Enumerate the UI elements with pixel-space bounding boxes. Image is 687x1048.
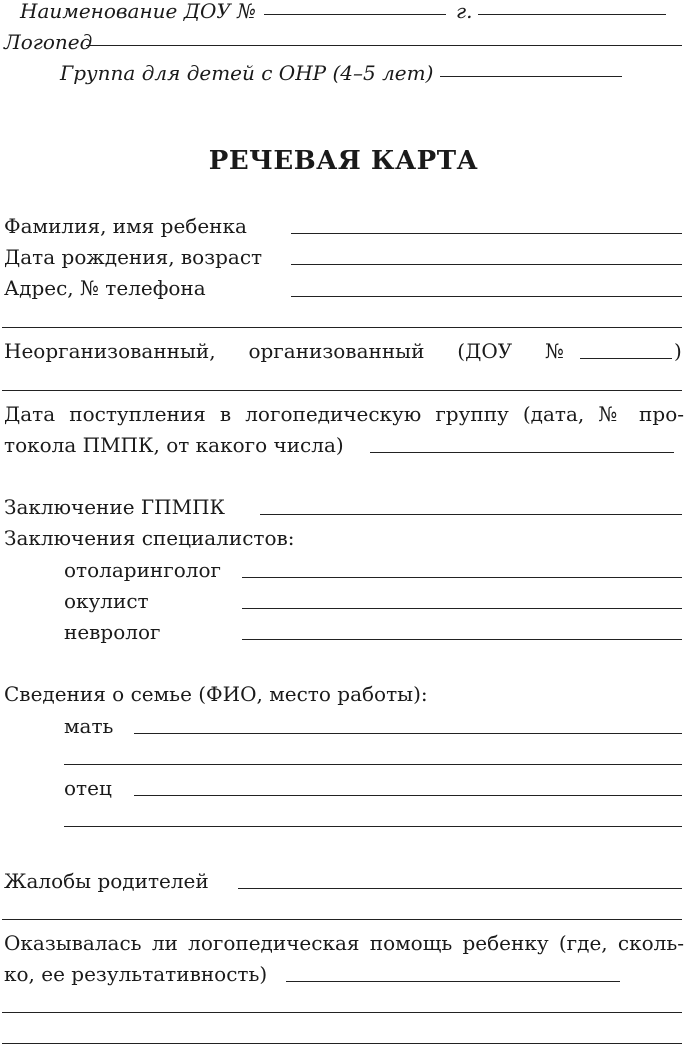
group-label: Группа для детей с ОНР (4–5 лет)	[60, 61, 434, 85]
group-line[interactable]	[440, 76, 622, 77]
speech-help-extra-line-2[interactable]	[2, 1043, 682, 1044]
organized-label: Неорганизованный, организованный (ДОУ №	[4, 339, 564, 363]
admission-label-line2: токола ПМПК, от какого числа)	[4, 433, 344, 457]
address-phone-label: Адрес, № телефона	[4, 276, 206, 300]
father-extra-line[interactable]	[64, 826, 682, 827]
dou-number-line[interactable]	[580, 358, 672, 359]
family-info-label: Сведения о семье (ФИО, место работы):	[4, 682, 428, 706]
address-phone-line[interactable]	[291, 296, 682, 297]
mother-line[interactable]	[134, 733, 682, 734]
admission-label-line1: Дата поступления в логопедическую группу (дата, № про-	[4, 402, 684, 426]
page-title: РЕЧЕВАЯ КАРТА	[208, 146, 479, 176]
mother-extra-line[interactable]	[64, 764, 682, 765]
address-extra-line[interactable]	[2, 327, 682, 328]
parents-complaints-extra-line[interactable]	[2, 919, 682, 920]
speech-help-line[interactable]	[286, 981, 620, 982]
speech-therapist-label: Логопед	[4, 30, 93, 54]
specialists-conclusions-label: Заключения специалистов:	[4, 526, 295, 550]
dou-name-label: Наименование ДОУ №	[20, 0, 257, 23]
gpmpk-conclusion-label: Заключение ГПМПК	[4, 495, 225, 519]
birth-date-line[interactable]	[291, 264, 682, 265]
otolaryngologist-line[interactable]	[242, 577, 682, 578]
parents-complaints-label: Жалобы родителей	[4, 869, 209, 893]
admission-line[interactable]	[370, 452, 674, 453]
city-line[interactable]	[478, 14, 666, 15]
mother-label: мать	[64, 714, 114, 738]
speech-help-label-line2: ко, ее результативность)	[4, 962, 268, 986]
city-label: г.	[456, 0, 473, 23]
gpmpk-conclusion-line[interactable]	[260, 514, 682, 515]
organized-close-paren: )	[674, 339, 682, 363]
child-name-line[interactable]	[291, 233, 682, 234]
neurologist-line[interactable]	[242, 639, 682, 640]
father-line[interactable]	[134, 795, 682, 796]
neurologist-label: невролог	[64, 620, 161, 644]
speech-help-extra-line-1[interactable]	[2, 1012, 682, 1013]
child-name-label: Фамилия, имя ребенка	[4, 214, 247, 238]
oculist-label: окулист	[64, 589, 149, 613]
organized-extra-line[interactable]	[2, 390, 682, 391]
birth-date-label: Дата рождения, возраст	[4, 245, 263, 269]
speech-therapist-line[interactable]	[86, 45, 682, 46]
dou-name-line[interactable]	[264, 14, 446, 15]
oculist-line[interactable]	[242, 608, 682, 609]
speech-help-label-line1: Оказывалась ли логопедическая помощь ребенку (где, сколь-	[4, 931, 684, 955]
father-label: отец	[64, 776, 112, 800]
otolaryngologist-label: отоларинголог	[64, 558, 221, 582]
parents-complaints-line[interactable]	[238, 888, 682, 889]
